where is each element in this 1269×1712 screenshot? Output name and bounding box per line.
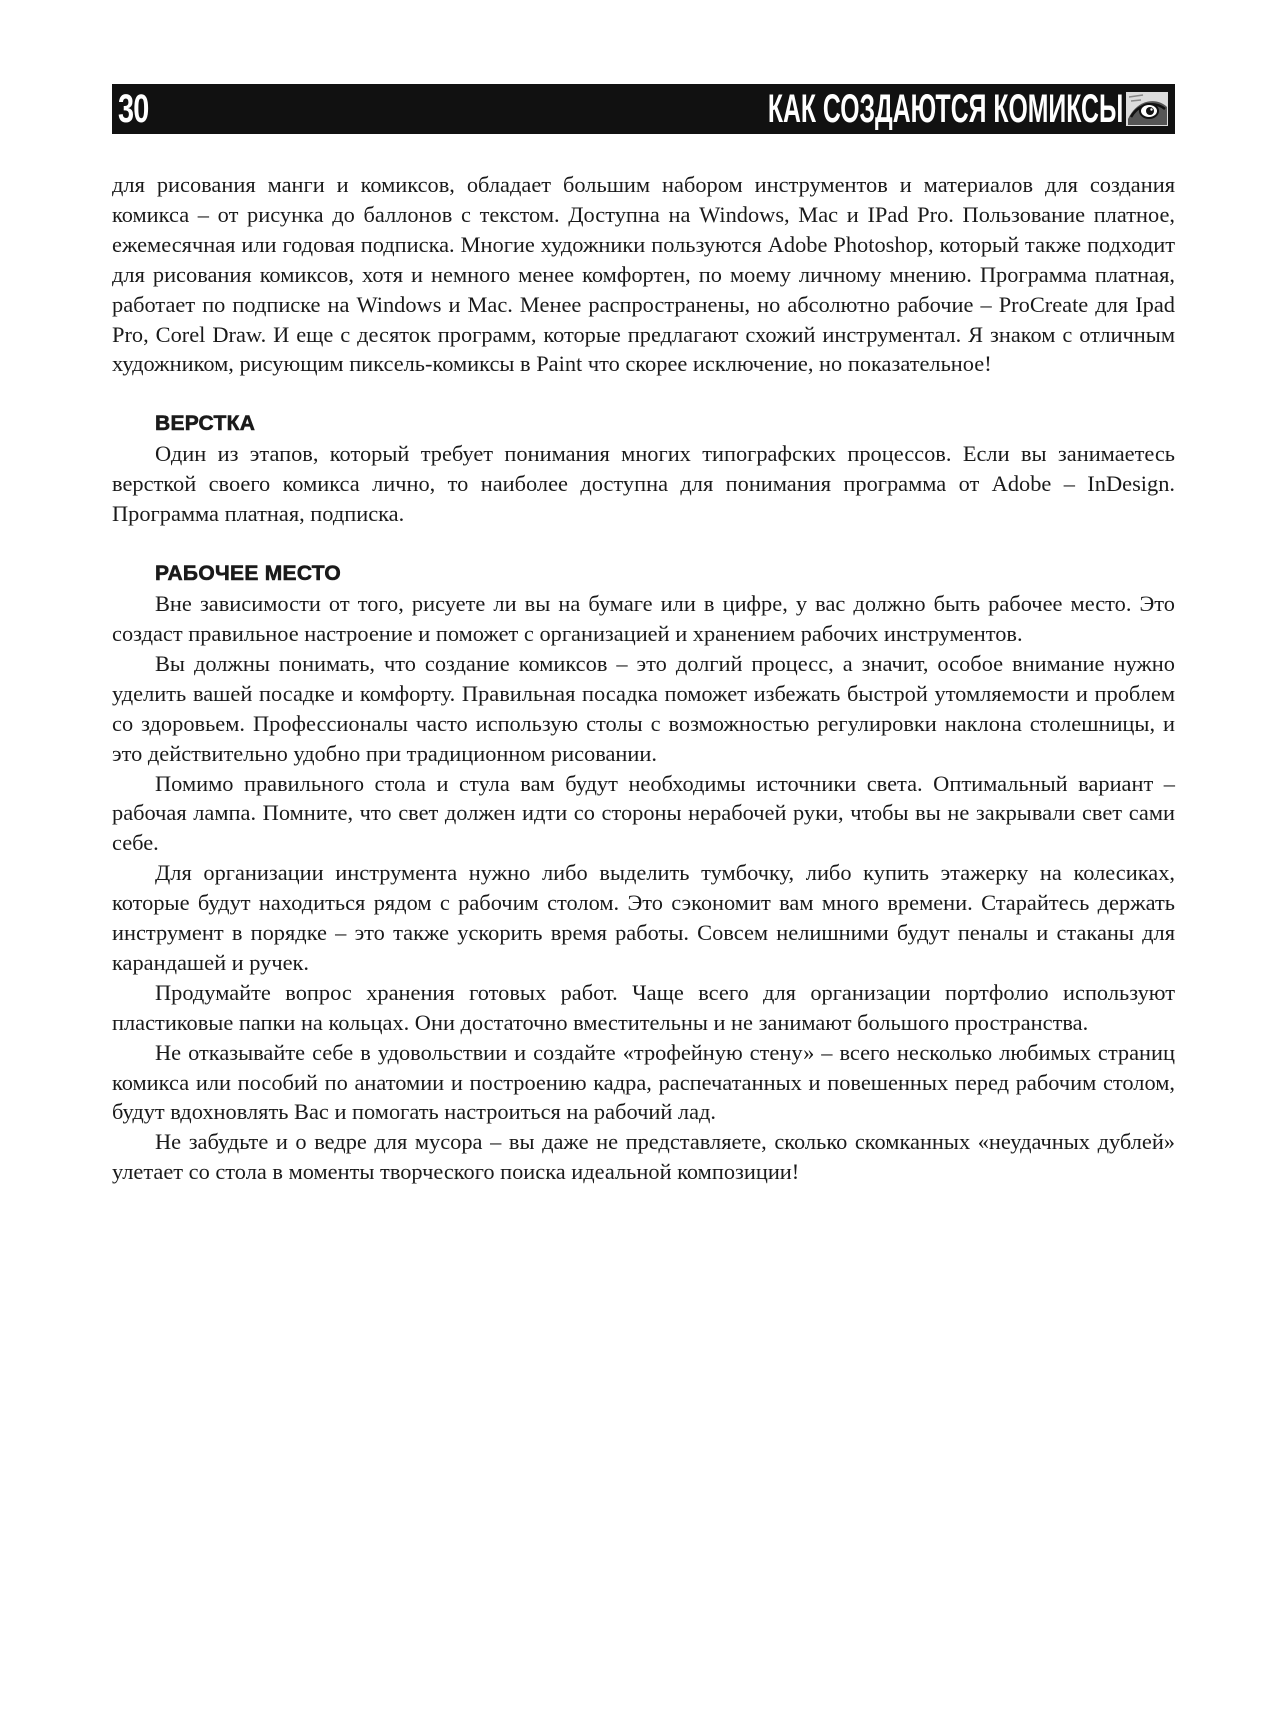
paragraph: Не отказывайте себе в удовольствии и создайте «трофейную стену» – всего несколько любимых страниц комикса или пособий по анатомии и построению кадра, распечатанных и повешенных перед рабочим столом, будут вдохновлять Вас и помогать настроиться на рабочий лад. [112, 1039, 1175, 1125]
paragraph: Помимо правильного стола и стула вам будут необходимы источники света. Оптимальный вариант – рабочая лампа. Помните, что свет должен идти со стороны нерабочей руки, чтобы вы не закрывали свет сами себе. [112, 770, 1175, 856]
paragraph: Продумайте вопрос хранения готовых работ. Чаще всего для организации портфолио используют пластиковые папки на кольцах. Они достаточно вместительны и не занимают большого пространства. [112, 979, 1175, 1035]
intro-paragraph: для рисования манги и комиксов, обладает большим набором инструментов и материалов для создания комикса – от рисунка до баллонов с текстом. Доступна на Windows, Mac и IPad Pro. Пользование платное, ежемесячная или годовая подписка. Многие художники пользуются Adobe Photoshop, который также подходит для рисования комиксов, хотя и немного менее комфортен, по моему личному мнению. Программа платная, работает по подписке на Windows и Mac. Менее распространены, но абсолютно рабочие – ProCreate для Ipad Pro, Corel Draw. И еще с десяток программ, которые предлагают схожий инструментал. Я знаком с отличным художником, рисующим пиксель-комиксы в Paint что скорее исключение, но показательное! [112, 172, 1175, 377]
section-spacer [112, 379, 1175, 409]
page-body [112, 170, 1175, 1187]
paragraph: Один из этапов, который требует понимания многих типографских процессов. Если вы занимаетесь версткой своего комикса лично, то наиболее доступна для понимания программа от Adobe – InDesign. Программа платная, подписка. [112, 441, 1175, 527]
paragraph: Не забудьте и о ведре для мусора – вы даже не представляете, сколько скомканных «неудачных дублей» улетает со стола в моменты творческого поиска идеальной композиции! [112, 1129, 1175, 1185]
page-number: 30 [118, 87, 149, 131]
paragraph: Для организации инструмента нужно либо выделить тумбочку, либо купить этажерку на колесиках, которые будут находиться рядом с рабочим столом. Это сэкономит вам много времени. Старайтесь держать инструмент в порядке – это также ускорить время работы. Совсем нелишними будут пеналы и стаканы для карандашей и ручек. [112, 860, 1175, 975]
section-heading-layout: ВЕРСТКА [155, 412, 256, 436]
section-heading-workplace: РАБОЧЕЕ МЕСТО [155, 562, 342, 586]
header-title-group [550, 84, 1171, 134]
paragraph: Вы должны понимать, что создание комиксов – это долгий процесс, а значит, особое внимание нужно уделить вашей посадке и комфорту. Правильная посадка поможет избежать быстрой утомляемости и проблем со здоровьем. Профессионалы часто использую столы с возможностью регулировки наклона столешницы, и это действительно удобно при традиционном рисовании. [112, 650, 1175, 766]
running-header [112, 84, 1175, 134]
section-spacer [112, 529, 1175, 559]
comic-eye-logo-icon [1123, 89, 1171, 129]
running-title: КАК СОЗДАЮТСЯ КОМИКСЫ [767, 87, 1123, 131]
paragraph: Вне зависимости от того, рисуете ли вы на бумаге или в цифре, у вас должно быть рабочее место. Это создаст правильное настроение и поможет с организацией и хранением рабочих инструментов. [112, 591, 1175, 646]
